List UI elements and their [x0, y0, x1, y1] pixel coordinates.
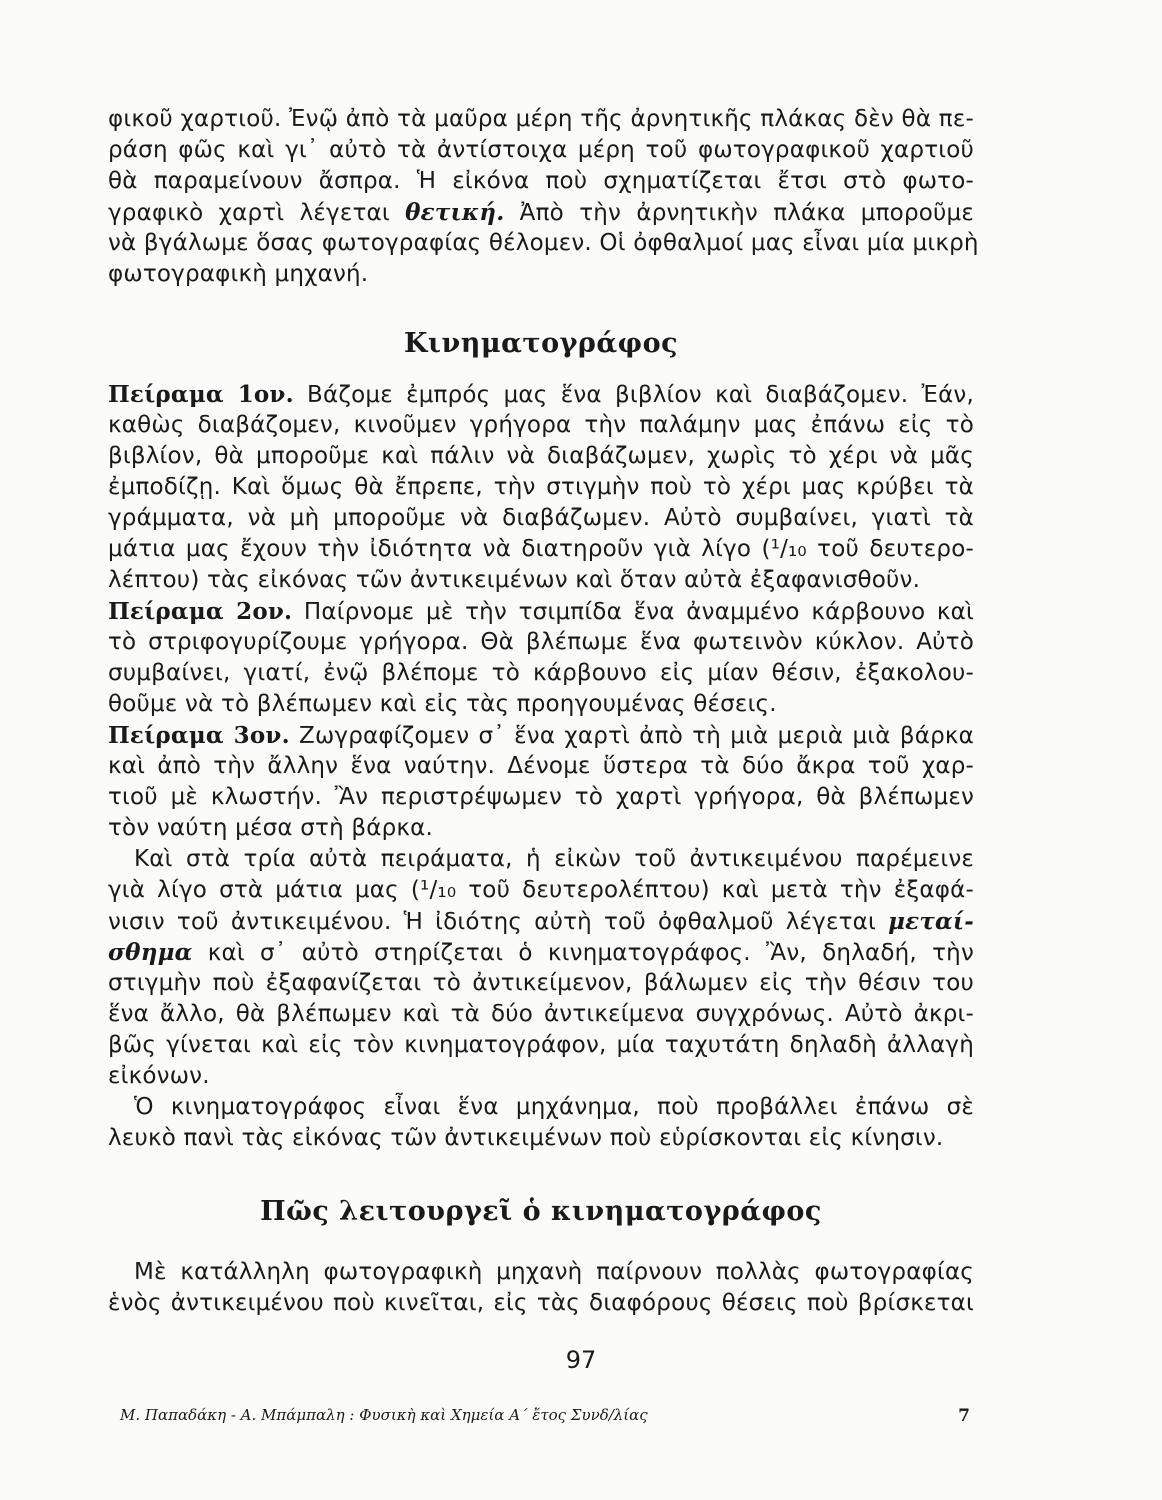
text-span: καὶ σ᾽ αὐτὸ στηρίζεται ὁ κινηματογράφος. Ἂν, δηλαδή, τὴν: [192, 940, 974, 966]
text-span: νισιν τοῦ ἀντικειμένου. Ἡ ἰδιότης αὐτὴ τοῦ ὀφθαλμοῦ λέγεται: [108, 909, 889, 935]
text-span: Ἀπὸ τὴν ἀρνητικὴν πλάκα μποροῦμε: [504, 200, 974, 226]
text-line: Ὁ κινηματογράφος εἶναι ἕνα μηχάνημα, ποὺ προβάλλει ἐπάνω σὲ: [134, 1094, 974, 1120]
text-line: λέπτου) τὰς εἰκόνας τῶν ἀντικειμένων καὶ ὅταν αὐτὰ ἐξαφανισθοῦν.: [108, 567, 921, 593]
experiment-2-first-line: [108, 596, 974, 627]
text-line: φωτογραφικὴ μηχανή.: [108, 261, 369, 287]
text-line: γιὰ λίγο στὰ μάτια μας (¹/₁₀ τοῦ δευτερολέπτου) καὶ μετὰ τὴν ἐξαφά-: [108, 877, 974, 903]
text-line: νὰ βγάλωμε ὅσας φωτογραφίας θέλομεν. Οἱ ὀφθαλμοί μας εἶναι μία μικρὴ: [108, 230, 979, 256]
text-line: Μὲ κατάλληλη φωτογραφικὴ μηχανὴ παίρνουν πολλὰς φωτογραφίας: [134, 1259, 974, 1285]
text-line: συμβαίνει, γιατί, ἐνῷ βλέπομε τὸ κάρβουνο εἰς μίαν θέσιν, ἐξακολου-: [108, 660, 974, 686]
text-line: γράμματα, νὰ μὴ μποροῦμε νὰ διαβάζωμεν. Αὐτὸ συμβαίνει, γιατὶ τὰ: [108, 505, 974, 531]
text-line: τιοῦ μὲ κλωστήν. Ἂν περιστρέψωμεν τὸ χαρτὶ γρήγορα, θὰ βλέπωμεν: [108, 784, 974, 810]
text-line: καὶ ἀπὸ τὴν ἄλλην ἕνα ναύτην. Δένομε ὕστερα τὰ δύο ἄκρα τοῦ χαρ-: [108, 753, 974, 779]
text-line: τὸν ναύτη μέσα στὴ βάρκα.: [108, 815, 434, 841]
text-span: Βάζομε ἐμπρός μας ἕνα βιβλίον καὶ διαβάζομεν. Ἐάν,: [293, 382, 974, 408]
text-line: εἰκόνων.: [108, 1063, 210, 1089]
text-line: καθὼς διαβάζομεν, κινοῦμεν γρήγορα τὴν παλάμην μας ἐπάνω εἰς τὸ: [108, 412, 974, 438]
experiment-label: Πείραμα 2ον.: [108, 598, 293, 625]
footer: [120, 1406, 970, 1424]
text-line: [108, 906, 974, 937]
text-line: ἐμποδίζῃ. Καὶ ὅμως θὰ ἔπρεπε, τὴν στιγμὴν ποὺ τὸ χέρι μας κρύβει τὰ: [108, 474, 974, 500]
term-persistence: σθημα: [108, 939, 193, 966]
experiment-label: Πείραμα 1ον.: [108, 381, 294, 408]
text-line: βῶς γίνεται καὶ εἰς τὸν κινηματογράφον, μία ταχυτάτη δηλαδὴ ἀλλαγὴ: [108, 1032, 974, 1058]
text-line: τὸ στριφογυρίζουμε γρήγορα. Θὰ βλέπωμε ἕνα φωτεινὸν κύκλον. Αὐτὸ: [108, 629, 974, 655]
text-line: βιβλίον, θὰ μποροῦμε καὶ πάλιν νὰ διαβάζωμεν, χωρὶς τὸ χέρι νὰ μᾶς: [108, 443, 974, 469]
text-line: θὰ παραμείνουν ἄσπρα. Ἡ εἰκόνα ποὺ σχηματίζεται ἔτσι στὸ φωτο-: [108, 168, 974, 194]
experiment-label: Πείραμα 3ον.: [108, 722, 290, 749]
footer-sheet-number: 7: [958, 1406, 970, 1426]
footer-citation: Μ. Παπαδάκη - Α. Μπάμπαλη : Φυσικὴ καὶ Χημεία Α΄ ἔτος Συνδ/λίας: [120, 1406, 648, 1424]
experiment-1-first-line: [108, 379, 974, 410]
text-line: [108, 937, 974, 968]
term-persistence: μεταί-: [888, 908, 974, 935]
text-line: φικοῦ χαρτιοῦ. Ἐνῷ ἀπὸ τὰ μαῦρα μέρη τῆς ἀρνητικῆς πλάκας δὲν θὰ πε-: [108, 106, 974, 132]
text-line: μάτια μας ἔχουν τὴν ἰδιότητα νὰ διατηροῦν γιὰ λίγο (¹/₁₀ τοῦ δευτερο-: [108, 536, 974, 562]
text-line: ἑνὸς ἀντικειμένου ποὺ κινεῖται, εἰς τὰς διαφόρους θέσεις ποὺ βρίσκεται: [108, 1290, 974, 1316]
section-heading-cinema: Κινηματογράφος: [403, 328, 679, 359]
term-positive: θετική.: [405, 199, 505, 226]
section-heading-how-it-works: Πῶς λειτουργεῖ ὁ κινηματογράφος: [260, 1196, 822, 1227]
text-line: λευκὸ πανὶ τὰς εἰκόνας τῶν ἀντικειμένων ποὺ εὑρίσκονται εἰς κίνησιν.: [108, 1125, 944, 1151]
text-span: Παίρνομε μὲ τὴν τσιμπίδα ἕνα ἀναμμένο κάρβουνο καὶ: [292, 599, 975, 625]
text-line: θοῦμε νὰ τὸ βλέπωμεν καὶ εἰς τὰς προηγουμένας θέσεις.: [108, 691, 777, 717]
text-line: στιγμὴν ποὺ ἐξαφανίζεται τὸ ἀντικείμενον, βάλωμεν εἰς τὴν θέσιν του: [108, 970, 974, 996]
experiment-3-first-line: [108, 720, 974, 751]
text-span: γραφικὸ χαρτὶ λέγεται: [108, 200, 406, 226]
page-body: [108, 104, 979, 1319]
page-number: 97: [565, 1346, 597, 1374]
text-line: Καὶ στὰ τρία αὐτὰ πειράματα, ἡ εἰκὼν τοῦ ἀντικειμένου παρέμεινε: [134, 846, 974, 872]
text-span: Ζωγραφίζομεν σ᾽ ἕνα χαρτὶ ἀπὸ τὴ μιὰ μεριὰ μιὰ βάρκα: [289, 723, 975, 749]
text-line: ράση φῶς καὶ γι᾽ αὐτὸ τὰ ἀντίστοιχα μέρη τοῦ φωτογραφικοῦ χαρτιοῦ: [108, 137, 974, 163]
text-line: ἕνα ἄλλο, θὰ βλέπωμεν καὶ τὰ δύο ἀντικείμενα συγχρόνως. Αὐτὸ ἀκρι-: [108, 1001, 974, 1027]
text-line: [108, 197, 974, 228]
